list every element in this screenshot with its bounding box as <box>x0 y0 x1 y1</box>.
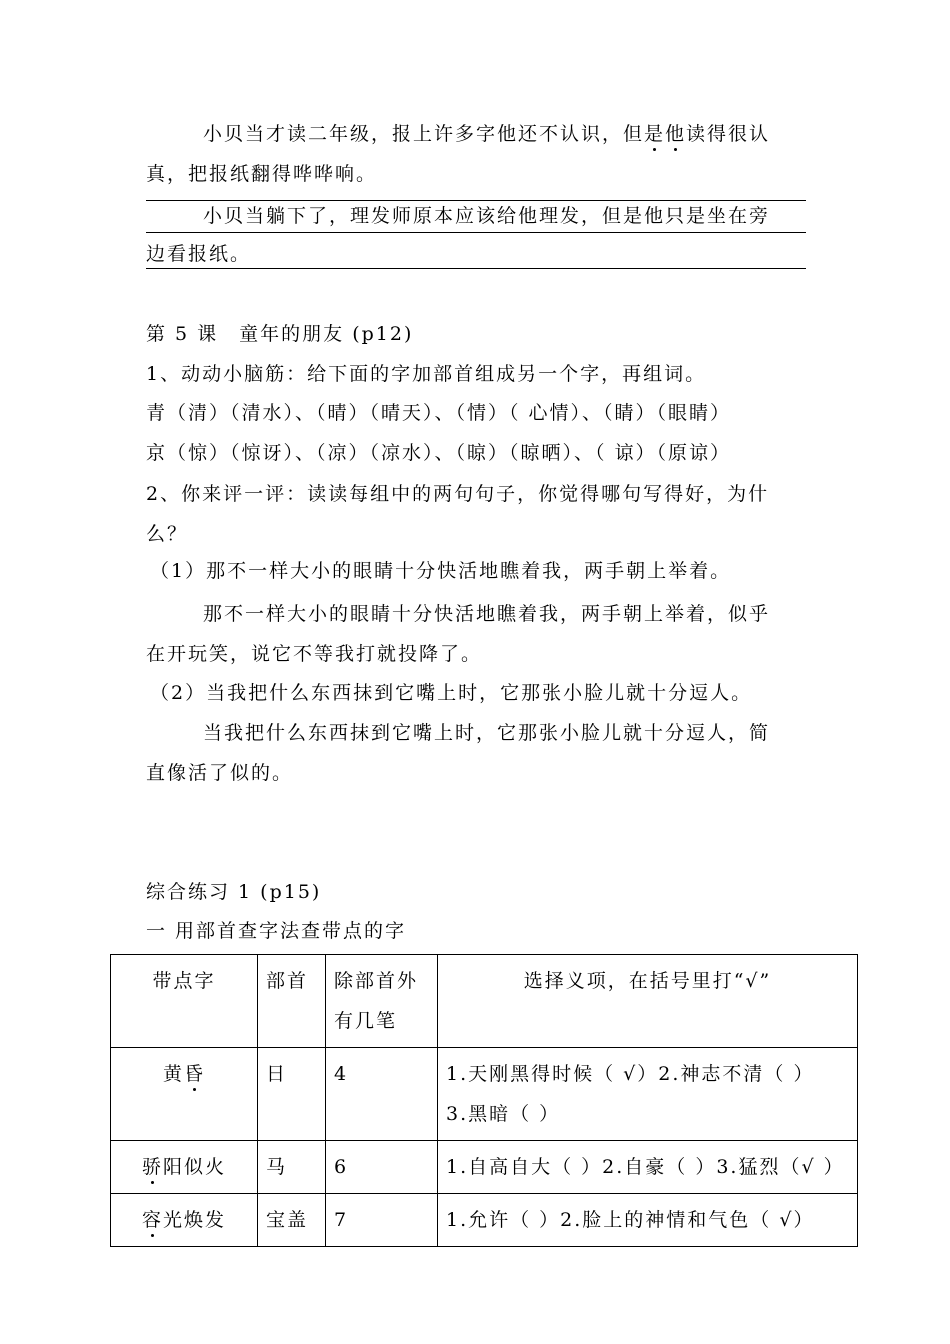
pair1-sentence-b1: 那不一样大小的眼睛十分快活地瞧着我，两手朝上举着，似乎 <box>203 603 771 625</box>
question-1: 1、动动小脑筋：给下面的字加部首组成另一个字，再组词。 <box>146 363 707 385</box>
radical: 宝盖 <box>258 1194 326 1247</box>
meaning-choices: 1.允许（ ）2.脸上的神情和气色（ √） <box>438 1194 858 1247</box>
dotted-word: 容光焕发 <box>111 1194 258 1247</box>
table-row <box>111 1141 858 1194</box>
question-2-line1: 2、你来评一评：读读每组中的两句句子，你觉得哪句写得好，为什 <box>146 483 770 505</box>
divider <box>146 268 806 269</box>
table-row <box>111 1048 858 1141</box>
pair1-sentence-a: （1）那不一样大小的眼睛十分快活地瞧着我，两手朝上举着。 <box>150 560 732 582</box>
dotted-word: 黄昏 <box>111 1048 258 1141</box>
dotted-word: 骄阳似火 <box>111 1141 258 1194</box>
divider <box>146 232 806 233</box>
lesson-heading: 第 5 课 童年的朋友 (p12) <box>146 323 414 345</box>
question-1-row2: 京（惊）（惊讶）、（凉）（凉水）、（晾）（晾晒）、（ 谅）（原谅） <box>146 442 732 464</box>
pair2-sentence-b1: 当我把什么东西抹到它嘴上时，它那张小脸儿就十分逗人，简 <box>203 722 771 744</box>
exercise-subheading: 一 用部首查字法查带点的字 <box>146 920 407 942</box>
radical-lookup-table <box>110 954 858 1247</box>
para1-line2: 真，把报纸翻得哗哗响。 <box>146 163 378 185</box>
table-row <box>111 1194 858 1247</box>
meaning-choices: 1.天刚黑得时候（ √）2.神志不清（ ） 3.黑暗（ ） <box>438 1048 858 1141</box>
table-header-row <box>111 955 858 1048</box>
dotted-char: 是 <box>644 123 666 145</box>
dotted-char: 他 <box>665 123 687 145</box>
stroke-count: 4 <box>326 1048 438 1141</box>
stroke-count: 6 <box>326 1141 438 1194</box>
pair2-sentence-b2: 直像活了似的。 <box>146 762 294 784</box>
pair1-sentence-b2: 在开玩笑，说它不等我打就投降了。 <box>146 643 483 665</box>
header-meaning-choices: 选择义项，在括号里打“√” <box>438 955 858 1048</box>
para2-line1: 小贝当躺下了，理发师原本应该给他理发，但是他只是坐在旁 <box>203 205 771 227</box>
pair2-sentence-a: （2）当我把什么东西抹到它嘴上时，它那张小脸儿就十分逗人。 <box>150 682 753 704</box>
header-dotted-word: 带点字 <box>111 955 258 1048</box>
exercise-heading: 综合练习 1 (p15) <box>146 881 322 903</box>
stroke-count: 7 <box>326 1194 438 1247</box>
question-1-row1: 青（清）（清水）、（晴）（晴天）、（情）（ 心情）、（睛）（眼睛） <box>146 402 732 424</box>
radical: 日 <box>258 1048 326 1141</box>
divider <box>146 200 806 201</box>
para2-line2: 边看报纸。 <box>146 243 252 265</box>
header-strokes: 除部首外 有几笔 <box>326 955 438 1048</box>
header-radical: 部首 <box>258 955 326 1048</box>
meaning-choices: 1.自高自大（ ）2.自豪（ ）3.猛烈（√ ） <box>438 1141 858 1194</box>
para1-line1: 小贝当才读二年级，报上许多字他还不认识，但是他读得很认 <box>203 123 771 145</box>
question-2-line2: 么？ <box>146 523 189 545</box>
radical: 马 <box>258 1141 326 1194</box>
